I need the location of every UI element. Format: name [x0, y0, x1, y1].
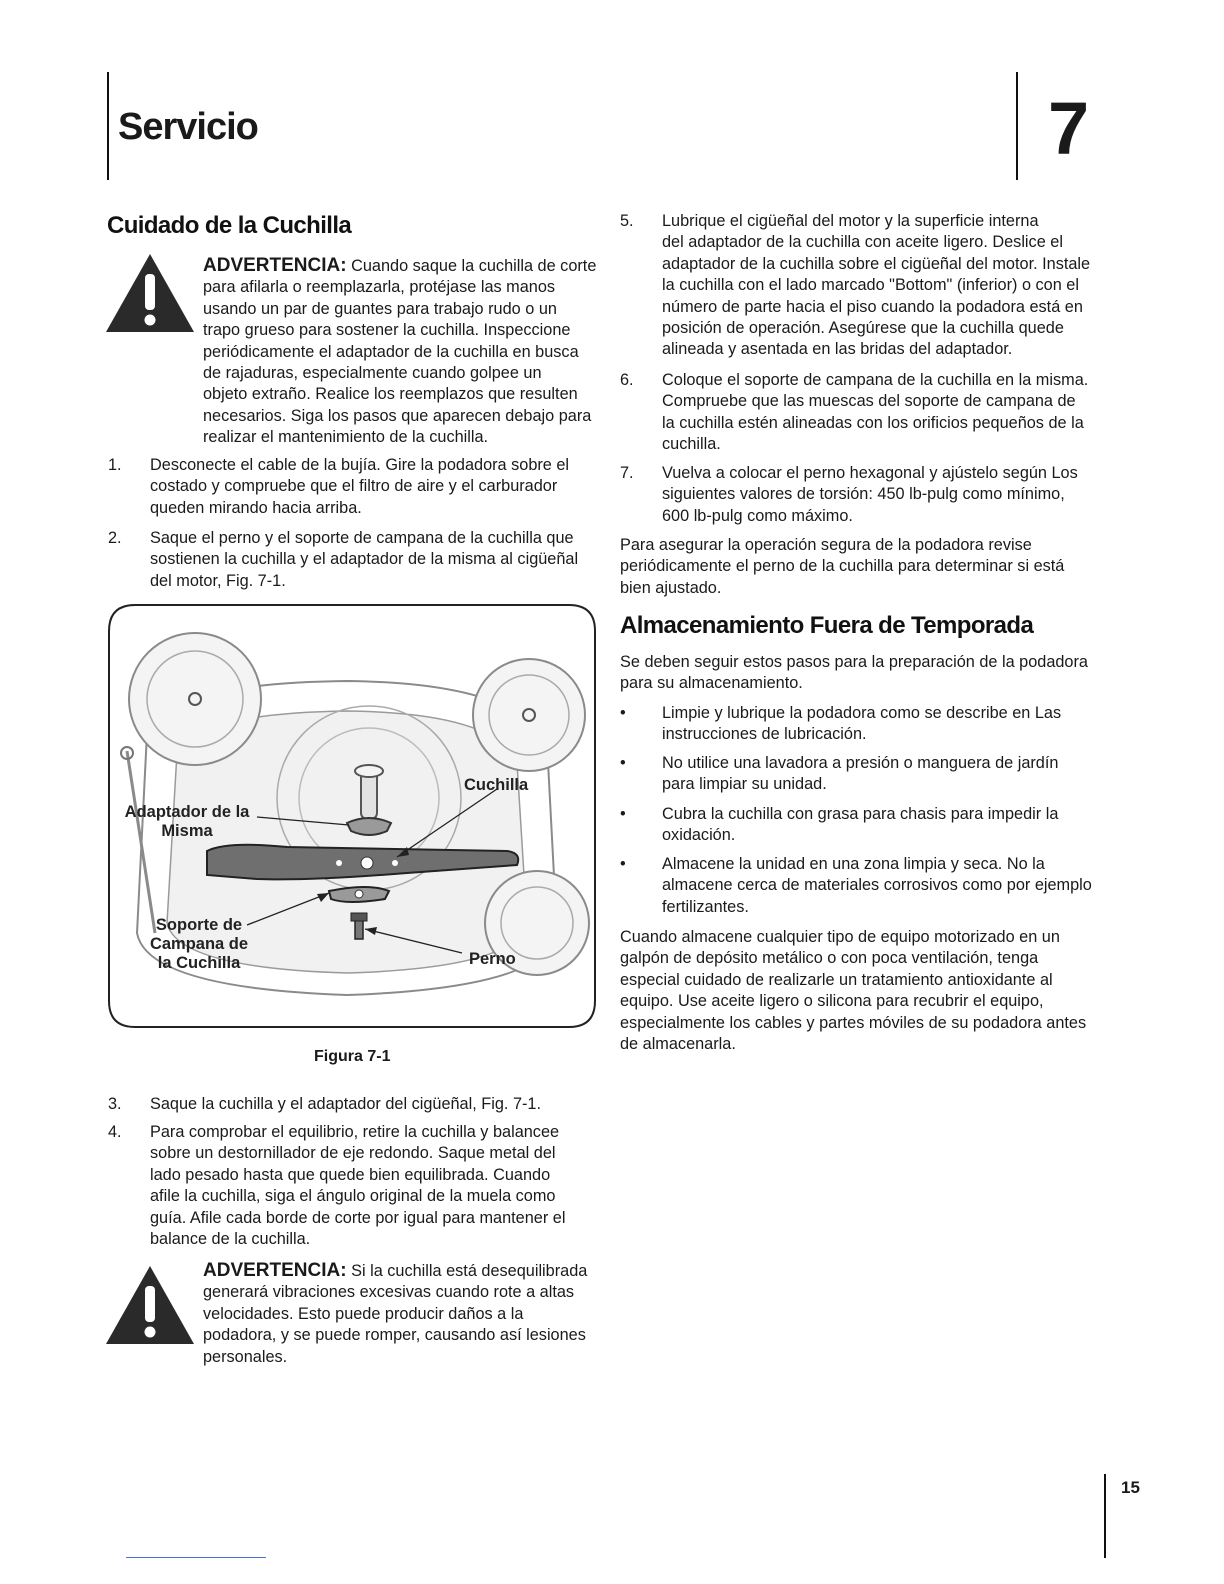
warning-1-text: [203, 255, 603, 449]
wheel-rear-right: [473, 659, 585, 771]
warning-2-line: generará vibraciones excesivas cuando rote a altas: [203, 1283, 575, 1302]
step-line: lado pesado hasta que quede bien equilibrada. Cuando: [150, 1165, 551, 1184]
step-line: Para comprobar el equilibrio, retire la cuchilla y balancee: [150, 1123, 560, 1141]
storage-intro: [620, 652, 1120, 695]
para-line: periódicamente el perno de la cuchilla para determinar si está: [620, 557, 1065, 576]
bullet-line: almacene cerca de materiales corrosivos como por ejemplo: [662, 876, 1092, 895]
warning-1-line: usando un par de guantes para trabajo rudo o un: [203, 299, 557, 318]
para-line: galpón de depósito metálico o con poca ventilación, tenga: [620, 949, 1039, 968]
callout-blade: Cuchilla: [464, 776, 529, 794]
warning-2-line: Si la cuchilla está desequilibrada: [351, 1262, 588, 1280]
bullet-line: fertilizantes.: [662, 897, 749, 916]
warning-icon: [104, 1264, 196, 1346]
step-line: alineada y asentada en las bridas del adaptador.: [662, 340, 1013, 359]
step-line: guía. Afile cada borde de corte por igual para mantener el: [150, 1208, 566, 1227]
step-number: 4.: [108, 1123, 122, 1141]
chapter-number: 7: [1048, 87, 1090, 170]
header-rule-right: [1016, 72, 1018, 180]
warning-2-line: personales.: [203, 1347, 288, 1366]
step-number: 3.: [108, 1095, 122, 1113]
para-line: Cuando almacene cualquier tipo de equipo motorizado en un: [620, 928, 1060, 946]
step-line: Compruebe que las muescas del soporte de campana de: [662, 392, 1076, 411]
warning-1-line: realizar el mantenimiento de la cuchilla.: [203, 428, 489, 447]
warning-1-line: periódicamente el adaptador de la cuchilla en busca: [203, 342, 579, 361]
callout-bolt: Perno: [469, 950, 516, 968]
warning-icon: [104, 252, 196, 334]
step-line: Lubrique el cigüeñal del motor y la superficie interna: [662, 212, 1039, 230]
step-line: cuchilla.: [662, 435, 721, 454]
bullet-mark: •: [620, 754, 626, 772]
step-line: Saque la cuchilla y el adaptador del cigüeñal, Fig. 7-1.: [150, 1095, 541, 1113]
bullet-mark: •: [620, 805, 626, 823]
final-paragraph: [620, 927, 1120, 1055]
bullet-line: para limpiar su unidad.: [662, 775, 827, 794]
step-line: afile la cuchilla, siga el ángulo original de la muela como: [150, 1187, 556, 1206]
step-line: posición de operación. Asegúrese que la cuchilla quede: [662, 319, 1064, 338]
step-number: 6.: [620, 371, 634, 389]
callout-bell-line: Soporte de: [155, 916, 243, 934]
header-rule-left: [107, 72, 109, 180]
step-line: Desconecte el cable de la bujía. Gire la podadora sobre el: [150, 456, 570, 474]
step-line: adaptador de la cuchilla sobre el cigüeñal del motor. Instale: [662, 254, 1091, 273]
step-line: costado y compruebe que el filtro de aire y el carburador: [150, 477, 558, 496]
step-line: la cuchilla con el lado marcado "Bottom" (inferior) o con el: [662, 276, 1079, 295]
step-line: sobre un destornillador de eje redondo. Saque metal del: [150, 1144, 556, 1163]
warning-2-label: ADVERTENCIA:: [203, 1260, 347, 1281]
bullet-line: No utilice una lavadora a presión o manguera de jardín: [662, 754, 1059, 772]
section-title-blade-care: Cuidado de la Cuchilla: [107, 212, 352, 239]
warning-1-line: Cuando saque la cuchilla de corte: [351, 257, 597, 275]
bullet-line: instrucciones de lubricación.: [662, 725, 867, 744]
footer-rule: [1104, 1474, 1106, 1558]
bullet-mark: •: [620, 855, 626, 873]
bullet-line: Cubra la cuchilla con grasa para chasis para impedir la: [662, 805, 1059, 823]
step-line: Coloque el soporte de campana de la cuchilla en la misma.: [662, 371, 1089, 389]
step-line: número de parte hacia el piso cuando la podadora está en: [662, 297, 1083, 316]
para-line: para su almacenamiento.: [620, 674, 803, 693]
step-line: 600 lb-pulg como máximo.: [662, 506, 853, 525]
step-line: siguientes valores de torsión: 450 lb-pulg como mínimo,: [662, 485, 1065, 504]
step-line: queden mirando hacia arriba.: [150, 498, 362, 517]
bullet-line: Limpie y lubrique la podadora como se describe en Las: [662, 704, 1062, 722]
step-number: 2.: [108, 529, 122, 547]
callout-bell-line: Campana de: [149, 935, 249, 953]
closing-paragraph: [620, 535, 1120, 599]
step-number: 1.: [108, 456, 122, 474]
wheel-rear-left: [129, 633, 261, 765]
callout-bell-line: la Cuchilla: [157, 954, 241, 972]
callout-adapter: [120, 803, 254, 841]
warning-1-line: para afilarla o reemplazarla, protéjase las manos: [203, 278, 556, 297]
para-line: especial cuidado de realizarle un tratamiento antioxidante al: [620, 970, 1053, 989]
warning-1-label: ADVERTENCIA:: [203, 255, 347, 276]
bullet-line: oxidación.: [662, 826, 736, 845]
step-line: sostienen la cuchilla y el adaptador de la misma al cigüeñal: [150, 550, 579, 569]
step-line: del adaptador de la cuchilla con aceite ligero. Deslice el: [662, 233, 1063, 252]
warning-1-line: trapo grueso para sostener la cuchilla. Inspeccione: [203, 321, 571, 340]
para-line: equipo. Use aceite ligero o silicona para recubrir el equipo,: [620, 992, 1044, 1011]
warning-2-line: podadora, y se puede romper, causando así lesiones: [203, 1326, 586, 1345]
step-number: 5.: [620, 212, 634, 230]
callout-adapter-line: Misma: [161, 822, 213, 840]
para-line: Se deben seguir estos pasos para la preparación de la podadora: [620, 653, 1088, 671]
para-line: Para asegurar la operación segura de la podadora revise: [620, 536, 1032, 554]
step-number: 7.: [620, 464, 634, 482]
warning-1-line: de rajaduras, especialmente cuando golpee un: [203, 364, 542, 383]
figure-caption: Figura 7-1: [314, 1048, 391, 1065]
warning-1-line: objeto extraño. Realice los reemplazos que resulten: [203, 385, 578, 404]
step-line: la cuchilla estén alineadas con los orificios pequeños de la: [662, 413, 1084, 432]
footer-link-line: [126, 1557, 266, 1558]
bullet-mark: •: [620, 704, 626, 722]
warning-1-line: necesarios. Siga los pasos que aparecen debajo para: [203, 406, 592, 425]
callout-adapter-line: Adaptador de la: [124, 803, 250, 821]
step-line: Vuelva a colocar el perno hexagonal y ajústelo según Los: [662, 464, 1078, 482]
section-title-storage: Almacenamiento Fuera de Temporada: [620, 612, 1034, 639]
step-line: Saque el perno y el soporte de campana de la cuchilla que: [150, 529, 574, 547]
page-number: 15: [1121, 1478, 1140, 1497]
step-line: del motor, Fig. 7-1.: [150, 571, 286, 590]
bullet-line: Almacene la unidad en una zona limpia y seca. No la: [662, 855, 1045, 873]
callout-bell-support: [140, 916, 258, 973]
step-line: balance de la cuchilla.: [150, 1230, 311, 1249]
para-line: especialmente los cables y partes móviles de su podadora antes: [620, 1013, 1087, 1032]
para-line: de almacenarla.: [620, 1035, 736, 1054]
warning-2-text: [203, 1260, 603, 1368]
page-title: Servicio: [118, 106, 258, 148]
warning-2-line: velocidades. Esto puede producir daños a la: [203, 1304, 524, 1323]
para-line: bien ajustado.: [620, 578, 722, 597]
